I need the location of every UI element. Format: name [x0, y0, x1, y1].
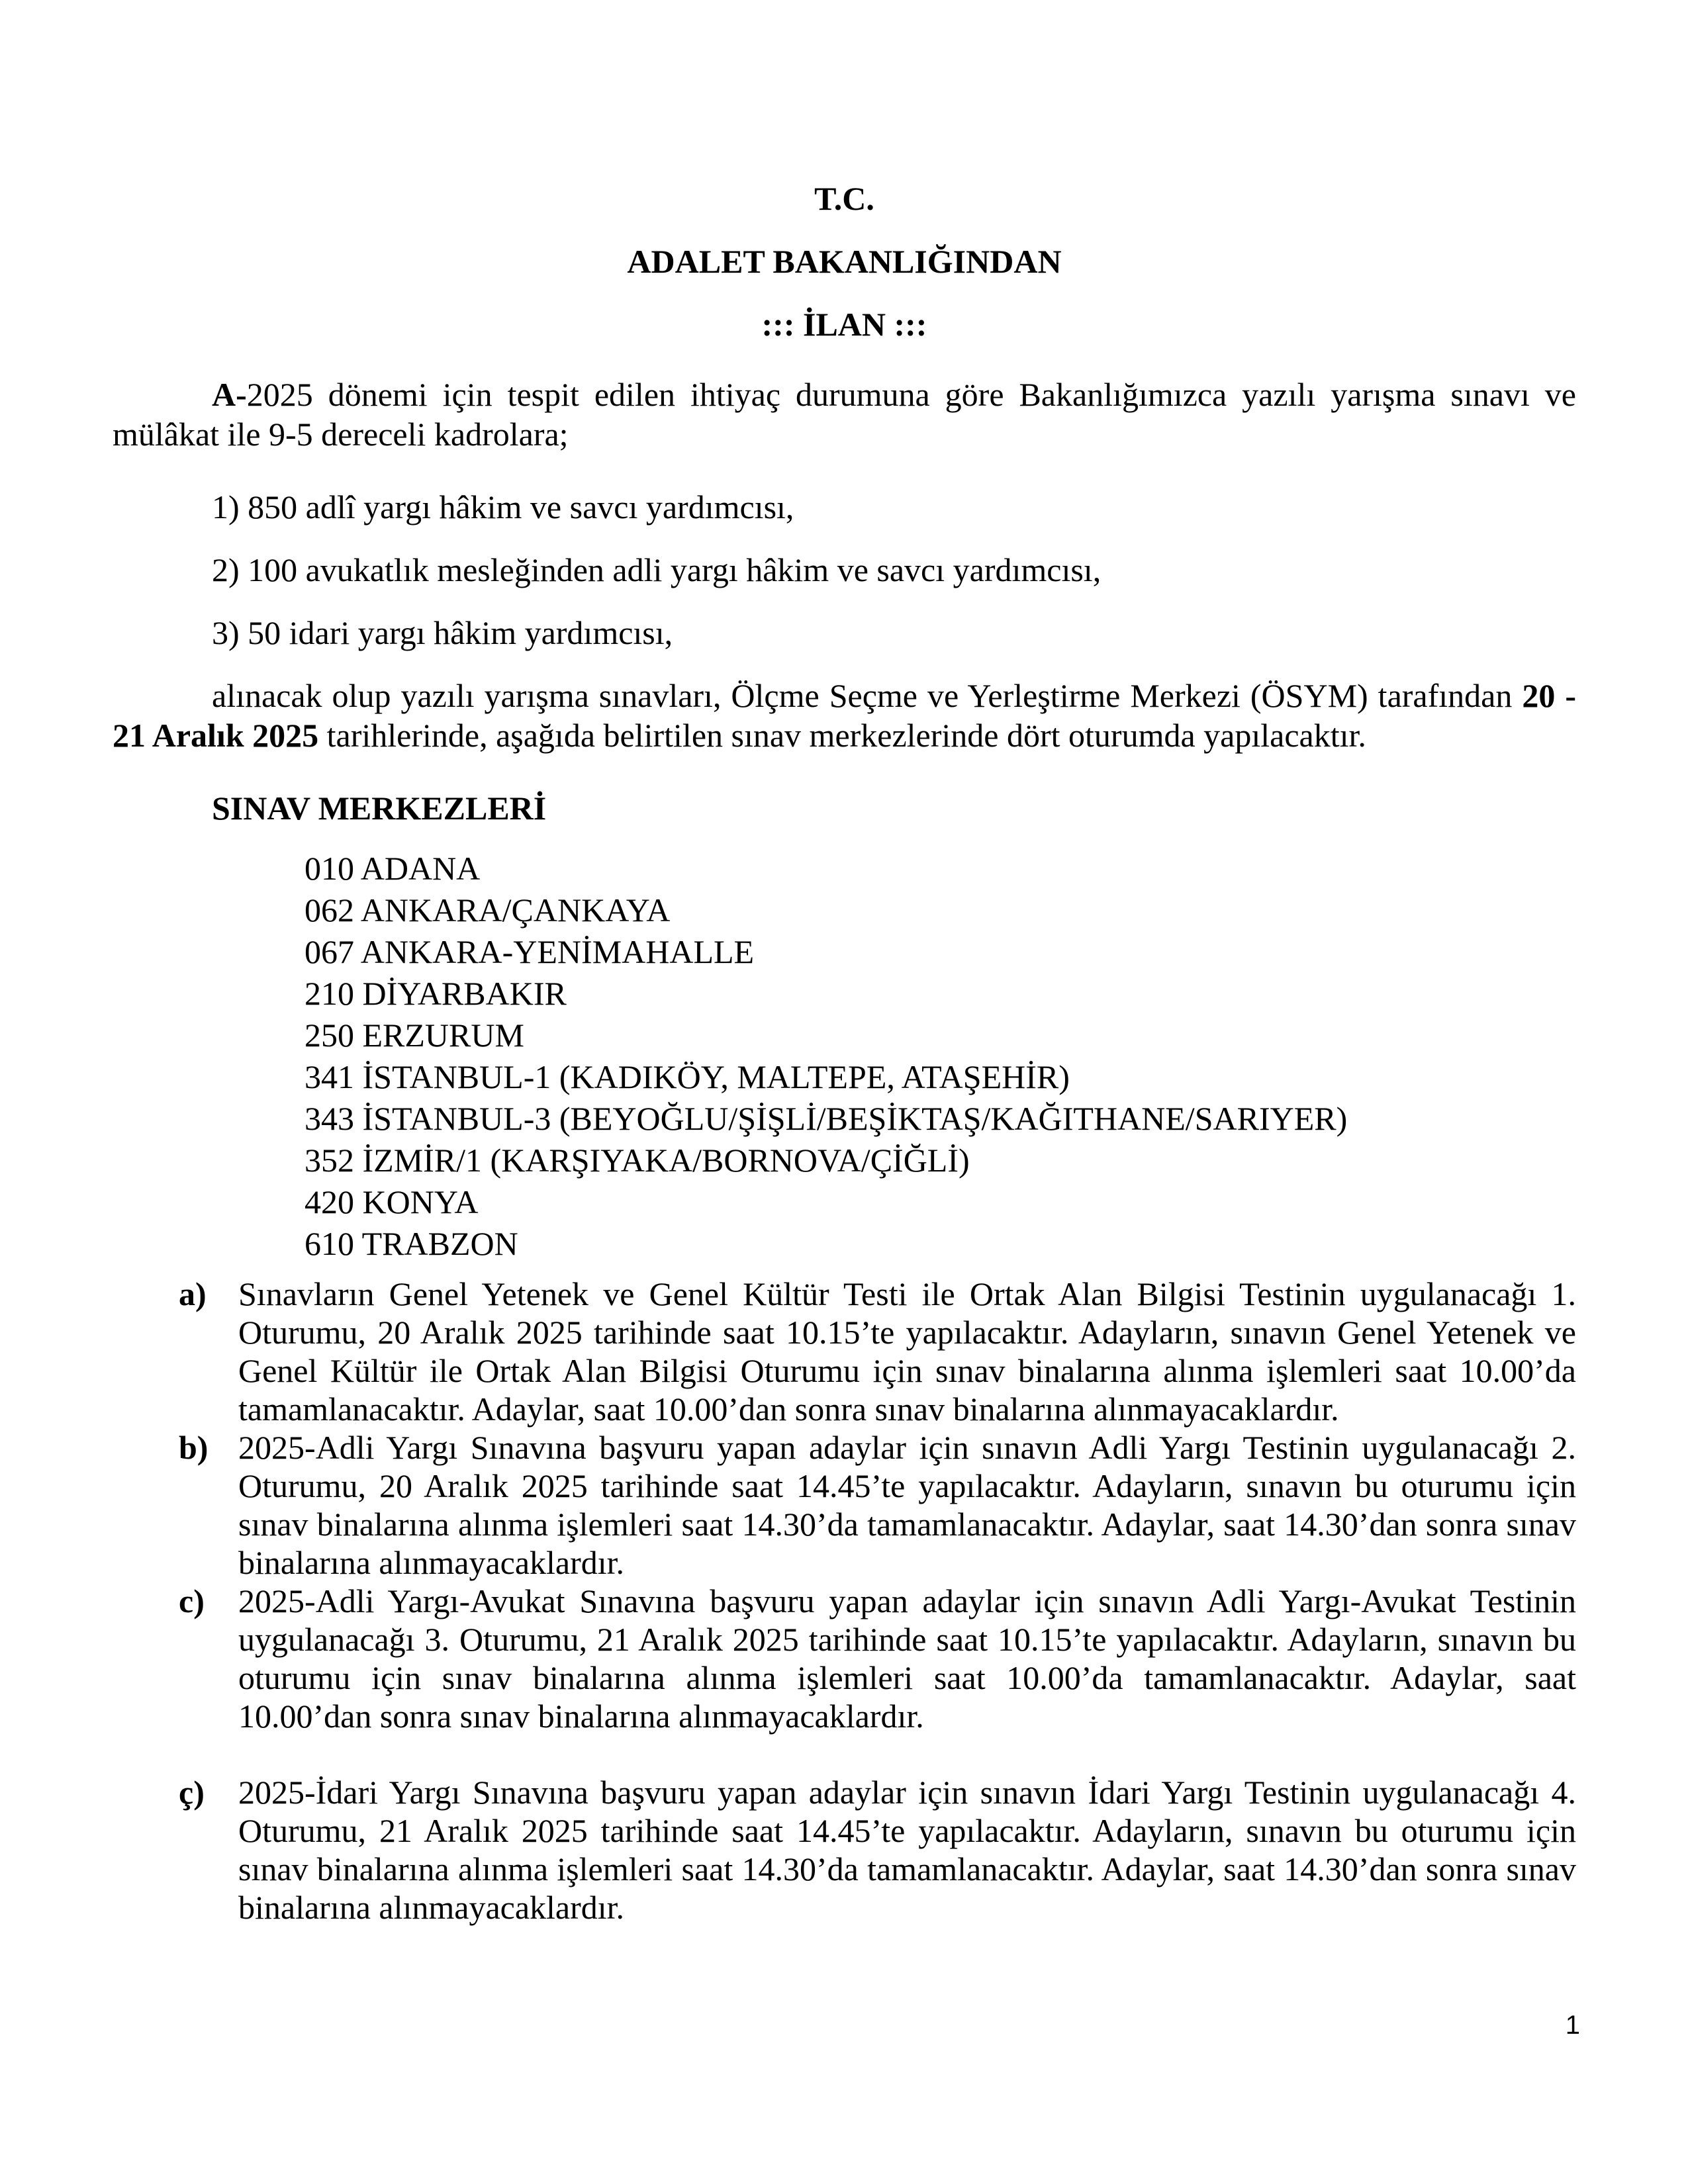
session-marker: b) [179, 1429, 209, 1466]
exam-centers-list [305, 848, 1576, 1265]
session-marker: c) [179, 1582, 205, 1619]
session-marker: ç) [179, 1774, 205, 1811]
session-paragraph [179, 1773, 1576, 1927]
exam-center-item: 062 ANKARA/ÇANKAYA [305, 891, 671, 929]
exam-paragraph-after: tarihlerinde, aşağıda belirtilen sınav merkezlerinde dört oturumda yapılacaktır. [318, 717, 1366, 754]
exam-center-item: 420 KONYA [305, 1183, 479, 1220]
header-announcement-title: ::: İLAN ::: [761, 306, 927, 343]
position-item: 1) 850 adlî yargı hâkim ve savcı yardımcısı, [212, 488, 794, 525]
exam-center-item: 210 DİYARBAKIR [305, 975, 567, 1012]
session-paragraph [179, 1582, 1576, 1735]
session-paragraphs [113, 1275, 1576, 1927]
exam-center-item: 341 İSTANBUL-1 (KADIKÖY, MALTEPE, ATAŞEHİR) [305, 1058, 1070, 1095]
session-marker: a) [179, 1275, 207, 1312]
intro-bold-prefix: A- [212, 376, 247, 413]
exam-center-item: 343 İSTANBUL-3 (BEYOĞLU/ŞİŞLİ/BEŞİKTAŞ/KAĞITHANE/SARIYER) [305, 1100, 1348, 1137]
session-text: 2025-Adli Yargı Sınavına başvuru yapan adaylar için sınavın Adli Yargı Testinin uygulanacağı 2. Oturumu, 20 Aralık 2025 tarihinde saat 14.45’te yapılacaktır. Adayların, sınavın bu oturumu için sınav binalarına alınma işlemleri saat 14.30’da tamamlanacaktır. Adaylar, saat 14.30’dan sonra sınav binalarına alınmayacaklardır. [238, 1429, 1576, 1581]
exam-center-item: 067 ANKARA-YENİMAHALLE [305, 933, 755, 970]
exam-center-item: 250 ERZURUM [305, 1017, 524, 1054]
session-text: 2025-İdari Yargı Sınavına başvuru yapan adaylar için sınavın İdari Yargı Testinin uygulanacağı 4. Oturumu, 21 Aralık 2025 tarihinde saat 14.45’te yapılacaktır. Adayların, sınavın bu oturumu için sınav binalarına alınma işlemleri saat 14.30’da tamamlanacaktır. Adaylar, saat 14.30’dan sonra sınav binalarına alınmayacaklardır. [238, 1774, 1576, 1926]
header-ministry: ADALET BAKANLIĞINDAN [627, 243, 1062, 280]
exam-center-item: 010 ADANA [305, 850, 481, 887]
header-republic: T.C. [814, 180, 874, 217]
session-paragraph [179, 1275, 1576, 1428]
exam-center-item: 610 TRABZON [305, 1225, 518, 1262]
exam-dates-bold: 20 - 21 Aralık 2025 [113, 677, 1576, 754]
session-text: Sınavların Genel Yetenek ve Genel Kültür Testi ile Ortak Alan Bilgisi Testinin uygulanacağı 1. Oturumu, 20 Aralık 2025 tarihinde saat 10.15’te yapılacaktır. Adayların, sınavın Genel Yetenek ve Genel Kültür ile Ortak Alan Bilgisi Oturumu için sınav binalarına alınma işlemleri saat 10.00’da tamamlanacaktır. Adaylar, saat 10.00’dan sonra sınav binalarına alınmayacaklardır. [238, 1275, 1576, 1428]
exam-dates-paragraph [113, 676, 1576, 755]
position-item: 2) 100 avukatlık mesleğinden adli yargı hâkim ve savcı yardımcısı, [212, 551, 1102, 588]
page-number: 1 [1565, 2011, 1580, 2040]
exam-centers-heading: SINAV MERKEZLERİ [212, 790, 547, 827]
intro-paragraph [113, 375, 1576, 454]
session-text: 2025-Adli Yargı-Avukat Sınavına başvuru yapan adaylar için sınavın Adli Yargı-Avukat Testinin uygulanacağı 3. Oturumu, 21 Aralık 2025 tarihinde saat 10.15’te yapılacaktır. Adayların, sınavın bu oturumu için sınav binalarına alınma işlemleri saat 10.00’da tamamlanacaktır. Adaylar, saat 10.00’dan sonra sınav binalarına alınmayacaklardır. [238, 1582, 1576, 1735]
intro-text: 2025 dönemi için tespit edilen ihtiyaç durumuna göre Bakanlığımızca yazılı yarışma sınavı ve mülâkat ile 9-5 dereceli kadrolara; [113, 376, 1576, 453]
position-item: 3) 50 idari yargı hâkim yardımcısı, [212, 614, 673, 651]
exam-center-item: 352 İZMİR/1 (KARŞIYAKA/BORNOVA/ÇİĞLİ) [305, 1142, 970, 1179]
exam-paragraph-before: alınacak olup yazılı yarışma sınavları, Ölçme Seçme ve Yerleştirme Merkezi (ÖSYM) tarafından [212, 677, 1523, 714]
positions-list [113, 487, 1576, 653]
session-paragraph [179, 1428, 1576, 1582]
